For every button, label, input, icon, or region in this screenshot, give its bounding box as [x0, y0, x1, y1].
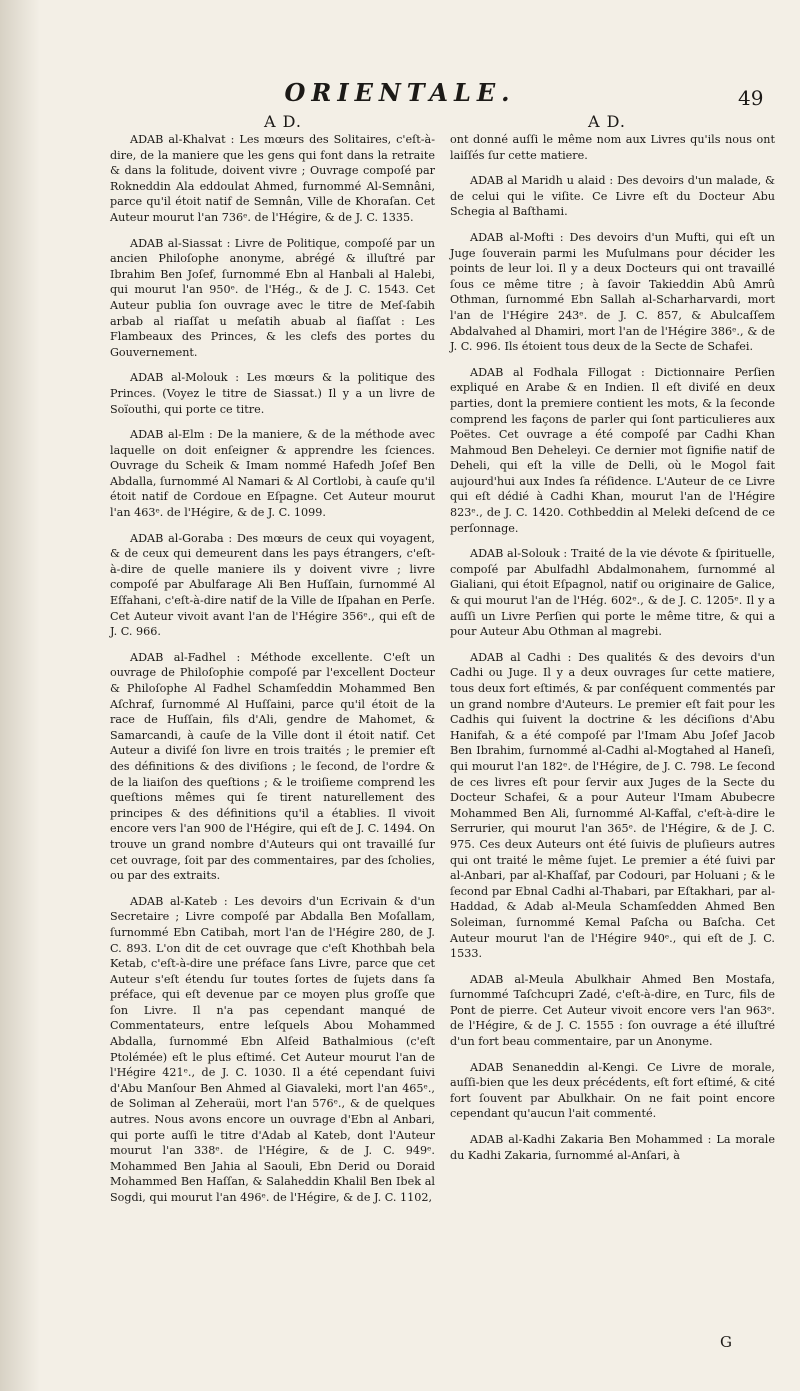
entry-adab-al-khalvat: ADAB al-Khalvat : Les mœurs des Solitaires, c'eſt-à-dire, de la maniere que les gens qui font dans la retraite & dans la folitude, doivent vivre ; Ouvrage compoſé par Rokneddin Ala eddoulat Ahmed, furnommé Al-Semnâni, parce qu'il étoit natif de Semnân, Ville de Khoraſan. Cet Auteur mourut l'an 736ᵉ. de l'Hégire, & de J. C. 1335.: [110, 133, 435, 224]
entry-adab-senaneddin: ADAB Senaneddin al-Kengi. Ce Livre de morale, auſſi-bien que les deux précédents, eſt fort eſtimé, & cité fort ſouvent par Abulkhair. On ne fait point encore cependant qu'aucun l'ait commenté.: [450, 1060, 775, 1121]
entry-adab-al-maridh: ADAB al Maridh u alaid : Des devoirs d'un malade, & de celui qui le viſite. Ce Livre eſt du Docteur Abu Schegia al Baſthami.: [450, 174, 775, 219]
entry-adab-al-cadhi: ADAB al Cadhi : Des qualités & des devoirs d'un Cadhi ou Juge. Il y a deux ouvrages ſur cette matiere, tous deux fort eſtimés, & par conſéquent commentés par un grand nombre d'Auteurs. Le premier eſt fait pour les Cadhis qui ſuivent la doctrine & les déciſions d'Abu Hanifah, & a été compoſé par l'Imam Abu Joſef Jacob Ben Ibrahim, ſurnommé al-Cadhi al-Mogtahed al Haneſi, qui mourut l'an 182ᵉ. de l'Hégire, de J. C. 798. Le ſecond de ces livres eſt pour ſervir aux Juges de la Secte du Docteur Schafei, & a pour Auteur l'Imam Abubecre Mohammed Ben Ali, ſurnommé Al-Kaffal, c'eſt-à-dire le Serrurier, qui mourut l'an 365ᵉ. de l'Hégire, & de J. C. 975. Ces deux Auteurs ont été ſuivis de pluſieurs autres qui ont traité le même ſujet. Le premier a été ſuivi par al-Anbari, par al-Khaſſaf, par Codouri, par Holuani ; & le ſecond par Ebnal Cadhi al-Thabari, par Eſtakhari, par al-Haddad, & Adab al-Meula Schamſedden Ahmed Ben Soleiman, ſurnommé Kemal Paſcha ou Baſcha. Cet Auteur mourut l'an de l'Hégire 940ᵉ., qui eſt de J. C. 1533.: [450, 650, 775, 961]
entry-adab-al-goraba: ADAB al-Goraba : Des mœurs de ceux qui voyagent, & de ceux qui demeurent dans les pays étrangers, c'eſt-à-dire de quelle maniere ils y doivent vivre ; livre compoſé par Abulfarage Ali Ben Huſſain, ſurnommé Al Eſfahani, c'eſt-à-dire natif de la Ville de Iſpahan en Perſe. Cet Auteur vivoit avant l'an de l'Hégire 356ᵉ., qui eſt de J. C. 966.: [110, 531, 435, 639]
left-column-head: A D.: [264, 112, 302, 131]
entry-adab-al-fodhala: ADAB al Fodhala Fillogat : Dictionnaire Perſien expliqué en Arabe & en Indien. Il eſt diviſé en deux parties, dont la premiere contient les mots, & la ſeconde comprend les façons de parler qui ſont particulieres aux Poëtes. Cet ouvrage a été compoſé par Cadhi Khan Mahmoud Ben Deheleyi. Ce dernier mot ſignifie natif de Deheli, qui eſt la ville de Delli, où le Mogol fait aujourd'hui aux Indes ſa réſidence. L'Auteur de ce Livre qui eſt dédié à Cadhi Khan, mourut l'an de l'Hégire 823ᵉ., de J. C. 1420. Cothbeddin al Meleki deſcend de ce perſonnage.: [450, 365, 775, 535]
entry-adab-al-fadhel: ADAB al-Fadhel : Méthode excellente. C'eſt un ouvrage de Philoſophie compoſé par l'excellent Docteur & Philoſophe Al Fadhel Schamſeddin Mohammed Ben Aſchraf, ſurnommé Al Huſſaini, parce qu'il étoit de la race de Huſſain, fils d'Ali, gendre de Mahomet, & Samarcandi, à cauſe de la Ville dont il étoit natif. Cet Auteur a diviſé ſon livre en trois traités ; le premier eſt des définitions & des diviſions ; le ſecond, de l'ordre & de la liaiſon des queſtions ; & le troiſieme comprend les queſtions mêmes qui ſe tirent naturellement des principes & des définitions qu'il a établies. Il vivoit encore vers l'an 900 de l'Hégire, qui eſt de J. C. 1494. On trouve un grand nombre d'Auteurs qui ont travaillé ſur cet ouvrage, ſoit par des commentaires, par des ſcholies, ou par des extraits.: [110, 650, 435, 883]
right-column-head: A D.: [588, 112, 626, 131]
entry-continuation: ont donné auſſi le même nom aux Livres qu'ils nous ont laiſſés ſur cette matiere.: [450, 133, 775, 162]
running-head: ORIENTALE.: [284, 78, 516, 107]
entry-adab-al-mofti: ADAB al-Mofti : Des devoirs d'un Mufti, qui eſt un Juge ſouverain parmi les Muſulmans pour décider les points de leur loi. Il y a deux Docteurs qui ont travaillé ſous ce même titre ; à ſavoir Takieddin Abû Amrû Othman, ſurnommé Ebn Sallah al-Scharharvardi, mort l'an de l'Hégire 243ᵉ. de J. C. 857, & Abulcaſſem Abdalvahed al Dhamiri, mort l'an de l'Hégire 386ᵉ., & de J. C. 996. Ils étoient tous deux de la Secte de Schafei.: [450, 230, 775, 354]
entry-adab-al-kadhi: ADAB al-Kadhi Zakaria Ben Mohammed : La morale du Kadhi Zakaria, ſurnommé al-Anſari, à: [450, 1133, 775, 1162]
entry-adab-al-solouk: ADAB al-Solouk : Traité de la vie dévote & ſpirituelle, compoſé par Abulfadhl Abdalmonahem, ſurnommé al Gialiani, qui étoit Eſpagnol, natif ou originaire de Galice, & qui mourut l'an de l'Hég. 602ᵉ., & de J. C. 1205ᵉ. Il y a auſſi un Livre Perſien qui porte le même titre, & qui a pour Auteur Abu Othman al magrebi.: [450, 547, 775, 639]
page-number: 49: [738, 86, 764, 110]
left-column: [110, 132, 435, 1216]
entry-adab-al-siassat: ADAB al-Siassat : Livre de Politique, compoſé par un ancien Philoſophe anonyme, abrégé & illuſtré par Ibrahim Ben Joſef, ſurnommé Ebn al Hanbali al Halebi, qui mourut l'an 950ᵉ. de l'Hég., & de J. C. 1543. Cet Auteur publia ſon ouvrage avec le titre de Meſ-ſabih arbab al riaſſat u meſatih abuab al ſiaſſat : Les Flambeaux des Princes, & les clefs des portes du Gouvernement.: [110, 236, 435, 359]
entry-adab-al-molouk: ADAB al-Molouk : Les mœurs & la politique des Princes. (Voyez le titre de Siassat.) Il y a un livre de Soïouthi, qui porte ce titre.: [110, 371, 435, 416]
right-column: [450, 132, 775, 1173]
entry-adab-al-meula: ADAB al-Meula Abulkhair Ahmed Ben Mostafa, ſurnommé Taſchcupri Zadé, c'eſt-à-dire, en Turc, fils de Pont de pierre. Cet Auteur vivoit encore vers l'an 963ᵉ. de l'Hégire, & de J. C. 1555 : ſon ouvrage a été illuſtré d'un fort beau commentaire, par un Anonyme.: [450, 972, 775, 1049]
entry-adab-al-kateb: ADAB al-Kateb : Les devoirs d'un Ecrivain & d'un Secretaire ; Livre compoſé par Abdalla Ben Moſallam, ſurnommé Ebn Catibah, mort l'an de l'Hégire 280, de J. C. 893. L'on dit de cet ouvrage que c'eſt Khothbah bela Ketab, c'eſt-à-dire une préface ſans Livre, parce que cet Auteur s'eſt étendu ſur toutes ſortes de ſujets dans ſa préface, qui eſt devenue par ce moyen plus groſſe que ſon Livre. Il n'a pas cependant manqué de Commentateurs, entre leſquels Abou Mohammed Abdalla, ſurnommé Ebn Alſeid Bathalmious (c'eſt Ptolémée) eſt le plus eſtimé. Cet Auteur mourut l'an de l'Hégire 421ᵉ., de J. C. 1030. Il a été cependant ſuivi d'Abu Manſour Ben Ahmed al Giavaleki, mort l'an 465ᵉ., de Soliman al Zeheraüi, mort l'an 576ᵉ., & de quelques autres. Nous avons encore un ouvrage d'Ebn al Anbari, qui porte auſſi le titre d'Adab al Kateb, dont l'Auteur mourut l'an 338ᵉ. de l'Hégire, & de J. C. 949ᵉ. Mohammed Ben Jahia al Saouli, Ebn Derid ou Doraid Mohammed Ben Haſſan, & Salaheddin Khalil Ben Ibek al Sogdi, qui mourut l'an 496ᵉ. de l'Hégire, & de J. C. 1102,: [110, 894, 435, 1204]
page-gutter-shadow: [0, 0, 40, 1391]
entry-adab-al-elm: ADAB al-Elm : De la maniere, & de la méthode avec laquelle on doit enſeigner & apprendre les ſciences. Ouvrage du Scheik & Imam nommé Hafedh Joſef Ben Abdalla, ſurnommé Al Namari & Al Cortlobi, à cauſe qu'il étoit natif de Cordoue en Eſpagne. Cet Auteur mourut l'an 463ᵉ. de l'Hégire, & de J. C. 1099.: [110, 428, 435, 520]
signature-mark: G: [720, 1333, 732, 1351]
